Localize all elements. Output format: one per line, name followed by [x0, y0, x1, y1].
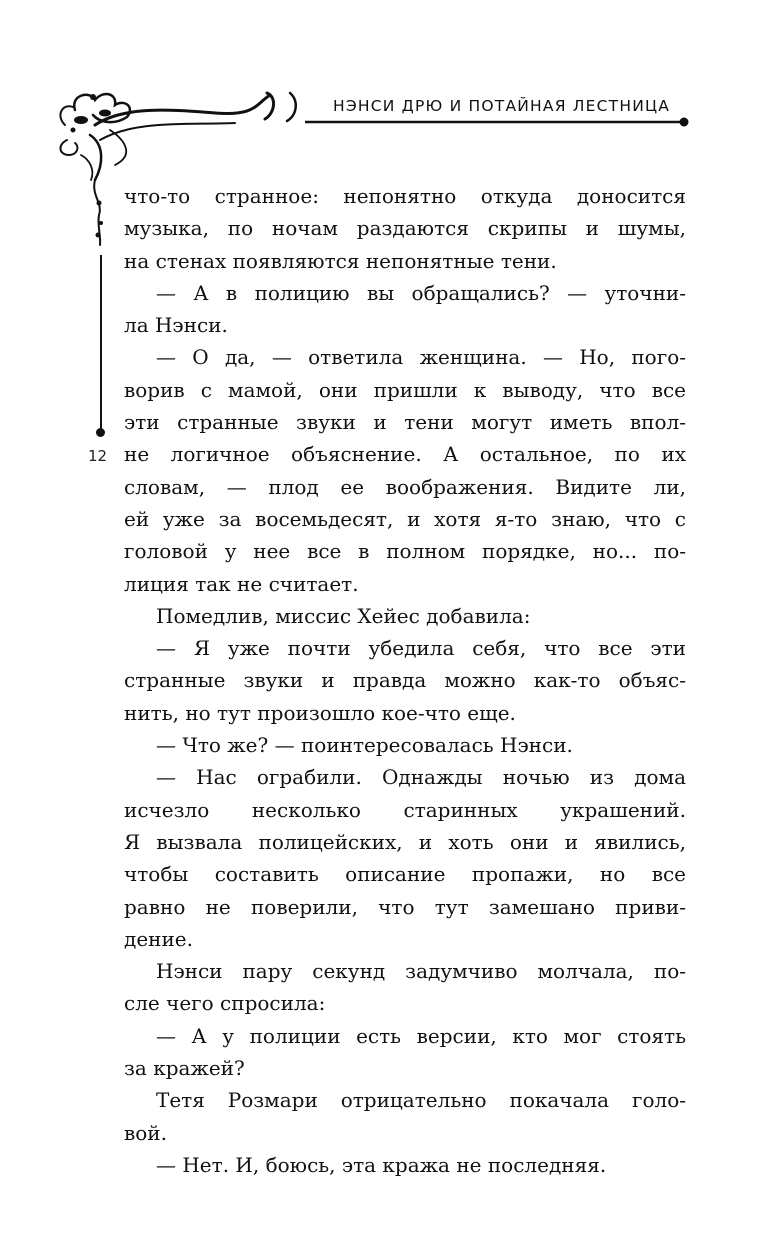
text-line: что-то странное: непонятно откуда доносится — [124, 184, 686, 208]
text-line: эти странные звуки и тени могут иметь впол- — [124, 410, 686, 435]
text-line: странные звуки и правда можно как-то объяс- — [124, 668, 686, 693]
text-line: вой. — [124, 1120, 167, 1145]
text-line: — Нет. И, боюсь, эта кража не последняя. — [156, 1152, 607, 1177]
text-line: чтобы составить описание пропажи, но все — [124, 862, 686, 887]
text-line: Тетя Розмари отрицательно покачала голо- — [156, 1088, 686, 1113]
text-line: ворив с мамой, они пришли к выводу, что все — [124, 377, 686, 402]
side-rule-dot — [96, 428, 105, 437]
running-title: НЭНСИ ДРЮ И ПОТАЙНАЯ ЛЕСТНИЦА — [333, 97, 671, 115]
body-text — [124, 180, 686, 1181]
text-line: музыка, по ночам раздаются скрипы и шумы, — [124, 216, 686, 241]
text-line: Я вызвала полицейских, и хоть они и явились, — [124, 829, 686, 854]
text-line: головой у нее все в полном порядке, но... по- — [124, 539, 686, 564]
text-line: ла Нэнси. — [124, 313, 228, 338]
text-line: не логичное объяснение. А остальное, по их — [124, 442, 686, 467]
text-line: исчезло несколько старинных украшений. — [124, 797, 686, 822]
text-line: словам, — плод ее воображения. Видите ли, — [124, 474, 686, 499]
text-line: равно не поверили, что тут замешано приви- — [124, 894, 686, 919]
text-line: — Я уже почти убедила себя, что все эти — [156, 636, 686, 661]
text-line: дение. — [124, 926, 194, 951]
text-line: — О да, — ответила женщина. — Но, пого- — [156, 345, 686, 370]
text-line: на стенах появляются непонятные тени. — [124, 248, 557, 273]
text-line: Нэнси пару секунд задумчиво молчала, по- — [156, 959, 686, 984]
text-line: — Нас ограбили. Однажды ночью из дома — [156, 765, 686, 790]
text-line: ей уже за восемьдесят, и хотя я-то знаю, что с — [124, 506, 686, 531]
text-line: за кражей? — [124, 1056, 245, 1081]
text-line: — А у полиции есть версии, кто мог стоять — [156, 1023, 686, 1048]
page-number: 12 — [88, 447, 108, 465]
text-line: — А в полицию вы обращались? — уточни- — [156, 280, 686, 305]
text-line: сле чего спросила: — [124, 991, 326, 1016]
text-line: лиция так не считает. — [124, 571, 359, 596]
text-line: Помедлив, миссис Хейес добавила: — [156, 603, 531, 628]
text-line: — Что же? — поинтересовалась Нэнси. — [156, 733, 573, 758]
text-line: нить, но тут произошло кое-что еще. — [124, 700, 516, 725]
side-rule — [100, 255, 102, 433]
